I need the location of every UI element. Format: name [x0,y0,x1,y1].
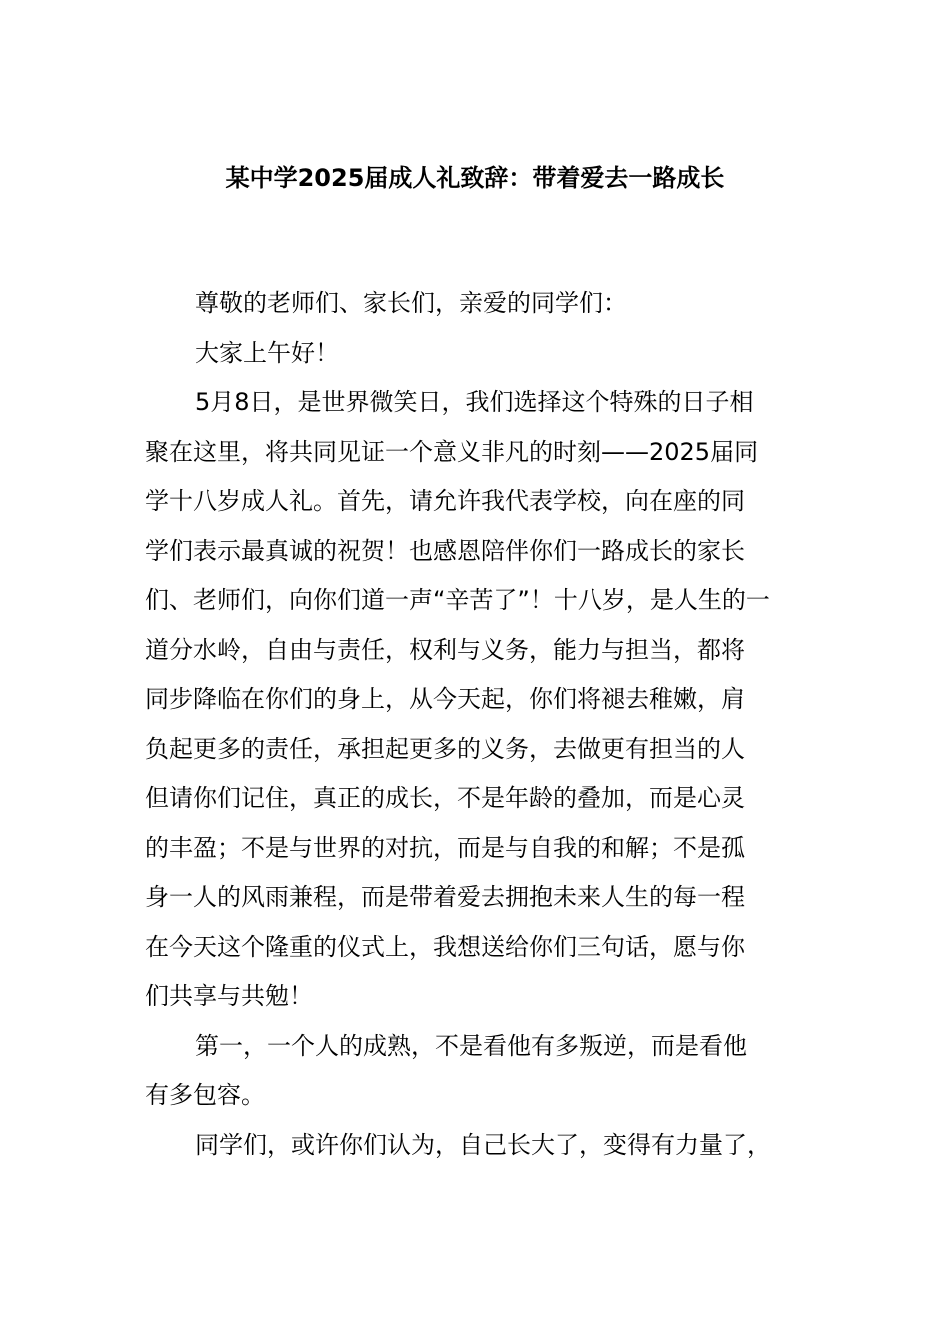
text-line: 们、老师们，向你们道一声“辛苦了”！十八岁，是人生的一 [145,586,770,614]
text-line: 同步降临在你们的身上，从今天起，你们将褪去稚嫩，肩 [145,685,745,713]
text-line: 学们表示最真诚的祝贺！也感恩陪伴你们一路成长的家长 [145,536,745,565]
text-line: 道分水岭，自由与责任，权利与义务，能力与担当，都将 [145,635,745,664]
text-line: 学十八岁成人礼。首先，请允许我代表学校，向在座的同 [145,487,745,515]
text-line: 在今天这个隆重的仪式上，我想送给你们三句话，愿与你 [145,932,745,961]
text-line: 的丰盈；不是与世界的对抗，而是与自我的和解；不是孤 [145,833,745,862]
text-line: 聚在这里，将共同见证一个意义非凡的时刻——2025届同 [145,437,759,466]
text-line: 5月8日，是世界微笑日，我们选择这个特殊的日子相 [195,388,754,416]
document-body [145,279,810,1170]
text-line: 身一人的风雨兼程，而是带着爱去拥抱未来人生的每一程 [145,883,745,911]
text-line: 尊敬的老师们、家长们，亲爱的同学们： [195,289,627,317]
text-line: 们共享与共勉！ [145,982,313,1010]
text-line: 同学们，或许你们认为，自己长大了，变得有力量了， [195,1130,771,1159]
text-line: 大家上午好！ [195,338,339,367]
text-line: 负起更多的责任，承担起更多的义务，去做更有担当的人 [145,734,745,763]
document-title: 某中学2025届成人礼致辞：带着爱去一路成长 [225,164,725,192]
text-line: 但请你们记住，真正的成长，不是年龄的叠加，而是心灵 [145,784,745,812]
text-line: 有多包容。 [145,1081,265,1109]
text-line: 第一，一个人的成熟，不是看他有多叛逆，而是看他 [195,1031,747,1060]
